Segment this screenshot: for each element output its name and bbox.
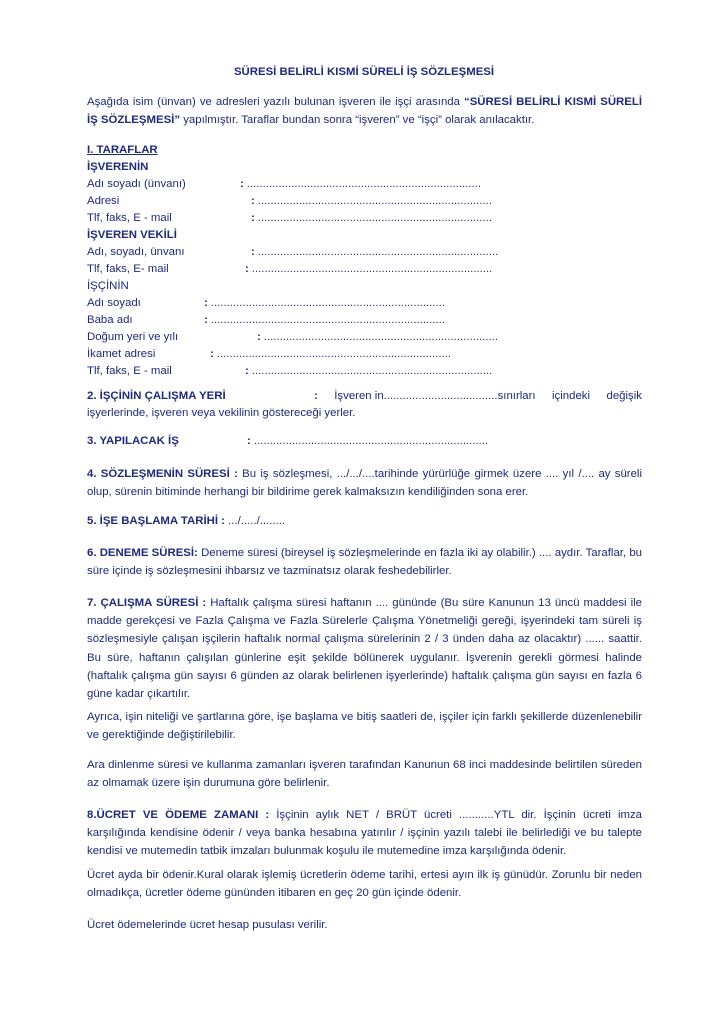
employer-heading: İŞVERENİN (87, 161, 149, 173)
agent-name-value: ............................................................................ (257, 246, 499, 258)
intro-text-c: yapılmıştır. Taraflar bundan sonra “işveren” ve “işçi” olarak anılacaktır. (180, 114, 535, 127)
worker-phone-value: ............................................................................ (251, 365, 493, 377)
section-4 (87, 465, 642, 501)
section-2-word-2: içindeki (552, 390, 591, 402)
worker-residence-label: İkamet adresi (87, 348, 156, 360)
employer-name-value: .......................................................................... (246, 178, 481, 190)
section-5 (87, 512, 285, 530)
section-2-word-3: değişik (606, 390, 642, 402)
worker-father-row: Baba adı : .......................................................................... (87, 314, 445, 326)
employer-address-row: Adresi : .......................................................................... (87, 195, 492, 207)
worker-phone-row: Tlf, faks, E - mail : ............................................................................ (87, 365, 493, 377)
section-2-line-1 (87, 387, 642, 405)
section-6 (87, 544, 642, 580)
intro-contract-name: “SÜRESİ BELİRLİ KISMİ SÜRELİ İŞ SÖZLEŞMESİ” (87, 96, 642, 127)
worker-birth-row: Doğum yeri ve yılı : .......................................................................... (87, 331, 498, 343)
employer-phone-row: Tlf, faks, E - mail : .......................................................................... (87, 212, 492, 224)
agent-phone-value: ............................................................................ (251, 263, 493, 275)
section-8-text: İşçinin aylık NET / BRÜT ücreti ...........YTL dir. İşçinin ücreti imza karşılığında kendisine ödenir / veya banka hesabına yatırılır / işçinin yazılı talebi ile belirlediği ve bu talepte kendisi ve mutemedin tatbik imzaları bulunmak koşulu ile mutemedine imza karşılığında ödenir. (87, 809, 642, 858)
document-title: SÜRESİ BELİRLİ KISMİ SÜRELİ İŞ SÖZLEŞMESİ (233, 66, 495, 78)
section-8 (87, 806, 642, 861)
section-3-colon: : (247, 435, 251, 447)
section-2-colon: : (314, 390, 318, 402)
section-4-text: Bu iş sözleşmesi, .../.../....tarihinde yürürlüğe girmek üzere .... yıl /.... ay süreli olup, sürenin bitiminde herhangi bir bildirime gerek kalmaksızın kendiliğinden sona erer. (87, 468, 642, 499)
employer-name-label: Adı soyadı (ünvanı) (87, 178, 186, 190)
section-3-label: 3. YAPILACAK İŞ (87, 435, 179, 447)
section-7-text: Haftalık çalışma süresi haftanın .... gününde (Bu süre Kanunun 13 üncü maddesi ile madde gerekçesi ve Fazla Çalışma ve Fazla Sürelerle Çalışma Yönetmeliği gereği, işyerindeki tam süreli iş sözleşmesiyle çalışan işçilerin haftalık normal çalışma sürelerinin 2 / 3 ünden daha az olacaktır) ...... saattir. Bu süre, haftanın çalışılan günlerine eşit şekilde bölünerek uygulanır. İşverenin gerekli görmesi halinde (haftalık çalışma gün sayısı 6 günden az olarak belirlenen işyerlerinde) haftalık çalışma gün sayısı en fazla 6 güne kadar çıkartılır. (87, 597, 642, 701)
section-2-word-1: İşveren in....................................sınırları (334, 390, 536, 402)
agent-name-row: Adı, soyadı, ünvanı : ............................................................................ (87, 246, 499, 258)
worker-father-value: .......................................................................... (210, 314, 445, 326)
section-2-label: 2. İŞÇİNİN ÇALIŞMA YERİ (87, 390, 226, 402)
worker-residence-value: .......................................................................... (216, 348, 451, 360)
section-5-label: 5. İŞE BAŞLAMA TARİHİ (87, 515, 218, 527)
section-5-value: .../...../........ (228, 515, 286, 527)
section-8-label: 8.ÜCRET VE ÖDEME ZAMANI : (87, 809, 270, 821)
employer-phone-value: .......................................................................... (257, 212, 492, 224)
section-6-label: 6. DENEME SÜRESİ: (87, 547, 198, 559)
break-time-paragraph: Ara dinlenme süresi ve kullanma zamanları işveren tarafından Kanunun 68 inci maddesinde belirtilen süreden az olmamak üzere işin durumuna göre belirlenir. (87, 759, 642, 790)
worker-heading: İŞÇİNİN (87, 280, 129, 292)
parties-heading: I. TARAFLAR (87, 144, 158, 156)
worker-birth-value: .......................................................................... (263, 331, 498, 343)
intro-text-a: Aşağıda isim (ünvan) ve adresleri yazılı bulunan işveren ile işçi arasında (87, 96, 465, 108)
agent-phone-row: Tlf, faks, E- mail : ............................................................................ (87, 263, 493, 275)
employer-address-value: .......................................................................... (257, 195, 492, 207)
employer-phone-label: Tlf, faks, E - mail (87, 212, 172, 224)
section-3 (87, 432, 647, 450)
agent-name-label: Adı, soyadı, ünvanı (87, 246, 185, 258)
section-7 (87, 594, 642, 703)
worker-father-label: Baba adı (87, 314, 133, 326)
section-5-colon: : (218, 515, 229, 527)
section-4-label: 4. SÖZLEŞMENİN SÜRESİ : (87, 468, 238, 480)
section-3-value: .......................................................................... (253, 435, 489, 447)
section-7-label: 7. ÇALIŞMA SÜRESİ : (87, 597, 207, 609)
agent-heading: İŞVEREN VEKİLİ (87, 229, 177, 241)
working-hours-paragraph: Ayrıca, işin niteliği ve şartlarına göre, işe başlama ve bitiş saatleri de, işçiler için farklı şekillerde düzenlenebilir ve gerektiğinde değiştirilebilir. (87, 711, 642, 742)
worker-name-row: Adı soyadı : .......................................................................... (87, 297, 445, 309)
agent-phone-label: Tlf, faks, E- mail (87, 263, 169, 275)
payslip-paragraph: Ücret ödemelerinde ücret hesap pusulası verilir. (87, 919, 328, 931)
section-2-line-2: işyerlerinde, işveren veya vekilinin göstereceği yerler. (87, 407, 356, 419)
intro-paragraph (87, 93, 642, 129)
worker-phone-label: Tlf, faks, E - mail (87, 365, 172, 377)
section-8-payment-paragraph: Ücret ayda bir ödenir.Kural olarak işlemiş ücretlerin ödeme tarihi, ertesi ayın ilk iş günüdür. Zorunlu bir neden olmadıkça, ücretler ödeme gününden itibaren en geç 20 gün içinde ödenir. (87, 869, 642, 900)
worker-name-value: .......................................................................... (210, 297, 445, 309)
worker-birth-label: Doğum yeri ve yılı (87, 331, 179, 343)
employer-address-label: Adresi (87, 195, 120, 207)
worker-residence-row: İkamet adresi : .......................................................................... (87, 348, 451, 360)
worker-name-label: Adı soyadı (87, 297, 141, 309)
section-6-text: Deneme süresi (bireysel iş sözleşmelerinde en fazla iki ay olabilir.) .... aydır. Taraflar, bu süre içinde iş sözleşmesini ihbarsız ve tazminatsız olarak feshedebilirler. (87, 547, 643, 578)
employer-name-row: Adı soyadı (ünvanı) : .......................................................................... (87, 178, 481, 190)
